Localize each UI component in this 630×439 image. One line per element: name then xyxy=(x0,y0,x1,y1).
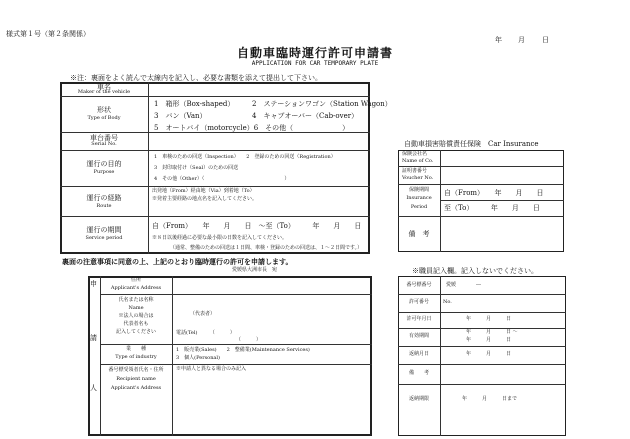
recipient-note: ※申請人と異なる場合のみ記入 xyxy=(176,366,247,372)
name-label-5: 記入してください xyxy=(115,329,156,335)
body-type-label: 形状 xyxy=(97,106,111,114)
deadline-value: 年 月 日まで xyxy=(462,396,518,402)
purpose-option-1-2[interactable]: 1 車検のための回送（Inspection） 2 登録のための回送（Registration） xyxy=(154,154,336,160)
validity-value-1: 年 月 日 ～ xyxy=(466,329,518,335)
serial-field[interactable] xyxy=(150,134,368,148)
insurance-company-label-en: Name of Co. xyxy=(402,158,434,164)
telephone-label-2[interactable]: （ ） xyxy=(236,337,262,343)
body-option-2[interactable]: 2 ステーションワゴン（Station Wagon） xyxy=(252,100,392,108)
name-label-1: 氏名または名称 xyxy=(118,297,154,303)
deadline-label: 返納期限 xyxy=(408,396,429,402)
insurance-period-label: 保険期間 xyxy=(408,187,429,193)
insurance-remarks-label: 備 考 xyxy=(408,230,430,238)
office-use-note: ※職員記入欄。記入しないでください。 xyxy=(412,267,538,275)
purpose-label-en: Purpose xyxy=(93,169,115,175)
applicant-address-field[interactable] xyxy=(174,278,370,293)
instruction-note: ※注：裏面をよく読んで太線内を記入し、必要な書類を添えて提出して下さい。 xyxy=(70,74,322,82)
name-label-2: Name xyxy=(128,305,144,311)
plate-number-value: 愛媛 ― xyxy=(446,282,482,288)
validity-value-2: 年 月 日 xyxy=(466,337,512,343)
period-label: 運行の期間 xyxy=(86,226,122,234)
route-label-en: Route xyxy=(96,203,112,209)
telephone-label[interactable]: 電話(Tel) （ ） xyxy=(176,330,235,336)
permit-number-label: 許可番号 xyxy=(408,299,429,305)
date-year: 年 xyxy=(495,36,502,44)
addressee: 愛媛県大洲市長 宛 xyxy=(232,267,278,273)
name-label-4: 代表者名も xyxy=(123,321,149,327)
insurance-period-label-en2: Period xyxy=(410,204,428,210)
recipient-label-3: Applicant's Address xyxy=(110,385,162,391)
maker-label: 車名 xyxy=(97,83,111,91)
body-option-3[interactable]: 3 バン（Van） xyxy=(154,112,207,120)
agreement-statement: 裏面の注意事項に同意の上、上記のとおり臨時運行の許可を申請します。 xyxy=(62,257,293,266)
permit-date-label: 許可年月日 xyxy=(406,316,432,322)
body-option-4[interactable]: 4 キャブオーバー（Cab-over） xyxy=(252,112,359,120)
purpose-label: 運行の目的 xyxy=(86,160,122,168)
insurance-remarks-field[interactable] xyxy=(442,218,562,250)
maker-label-en: Maker of the vehicle xyxy=(77,89,131,95)
body-type-label-en: Type of Body xyxy=(87,115,121,121)
recipient-field[interactable] xyxy=(174,376,370,434)
body-option-1[interactable]: 1 箱形（Box-shaped） xyxy=(154,100,235,108)
applicant-address-label: 住所 xyxy=(130,277,141,283)
return-date-value: 年 月 日 xyxy=(466,351,512,357)
route-line-2: ※発着主要経路の地点名を記入してください。 xyxy=(152,196,258,202)
industry-label-en: Type of industry xyxy=(115,354,157,360)
period-line-1[interactable]: 自（From） 年 月 日 ～至（To） 年 月 日 xyxy=(152,222,362,230)
insurance-title: 自動車損害賠償責任保険 Car Insurance xyxy=(404,140,539,148)
applicant-address-label-en: Applicant's Address xyxy=(110,285,162,291)
form-number: 様式第１号（第２条関係） xyxy=(6,30,90,38)
page-subtitle: APPLICATION FOR CAR TEMPORARY PLATE xyxy=(251,60,379,67)
period-label-en: Service period xyxy=(85,235,123,241)
industry-label: 業 種 xyxy=(125,346,146,352)
insurance-period-from[interactable]: 自（From） 年 月 日 xyxy=(444,189,544,197)
date-month: 月 xyxy=(518,36,525,44)
purpose-option-4[interactable]: 4 その他（Other）（ ） xyxy=(154,176,290,182)
validity-label: 有効期間 xyxy=(408,333,429,339)
applicant-side-2: 請 xyxy=(90,334,97,342)
insurance-period-to[interactable]: 至（To） 年 月 日 xyxy=(444,204,540,212)
route-label: 運行の経路 xyxy=(86,194,122,202)
serial-label-en: Serial No. xyxy=(91,141,117,147)
maker-field[interactable] xyxy=(150,84,368,95)
period-line-2: ※８日以後経過に必要な最小限の日数を記入してください。 xyxy=(152,235,288,241)
date-day: 日 xyxy=(542,36,549,44)
voucher-label: 証明書番号 xyxy=(402,168,428,174)
insurance-company-label: 保険会社名 xyxy=(402,151,428,157)
insurance-period-label-en1: Insurance xyxy=(406,195,432,201)
voucher-field[interactable] xyxy=(442,168,562,182)
serial-label: 車台番号 xyxy=(90,134,118,142)
recipient-label-1: 番号標受領者氏名・住所 xyxy=(108,367,164,373)
representative-label: （代表者） xyxy=(190,311,216,317)
applicant-side-3: 人 xyxy=(90,384,97,392)
office-remarks-label: 備 考 xyxy=(408,370,429,376)
permit-date-value: 年 月 日 xyxy=(466,316,512,322)
industry-option-3[interactable]: 3 個人(Personal) xyxy=(176,355,220,361)
insurance-company-field[interactable] xyxy=(442,152,562,164)
name-label-3: ※法人の場合は xyxy=(118,313,154,319)
voucher-label-en: Voucher No. xyxy=(402,175,434,181)
period-line-3: （通常、整備のための回送は１日間、車検・登録のための回送は、１～２日間です。） xyxy=(170,245,363,251)
route-field[interactable] xyxy=(150,203,368,215)
permit-number-value: No. xyxy=(443,299,452,305)
purpose-option-3[interactable]: 3 封印取付け（Seal）のための回送 xyxy=(154,165,239,171)
applicant-side-1: 申 xyxy=(90,280,97,288)
recipient-label-2: Recipient name xyxy=(116,376,156,382)
route-line-1: 出発地（From）経由地（Via）到着地（To） xyxy=(152,188,255,194)
industry-option-1-2[interactable]: 1 販売業(Sales) 2 整備業(Maintenance Services) xyxy=(176,347,310,353)
page-title: 自動車臨時運行許可申請書 xyxy=(236,46,393,60)
body-option-5-6[interactable]: 5 オートバイ（motorcycle）6 その他（ ） xyxy=(154,124,350,132)
return-date-label: 返納月日 xyxy=(408,351,429,357)
plate-number-label: 番号標番号 xyxy=(406,282,432,288)
